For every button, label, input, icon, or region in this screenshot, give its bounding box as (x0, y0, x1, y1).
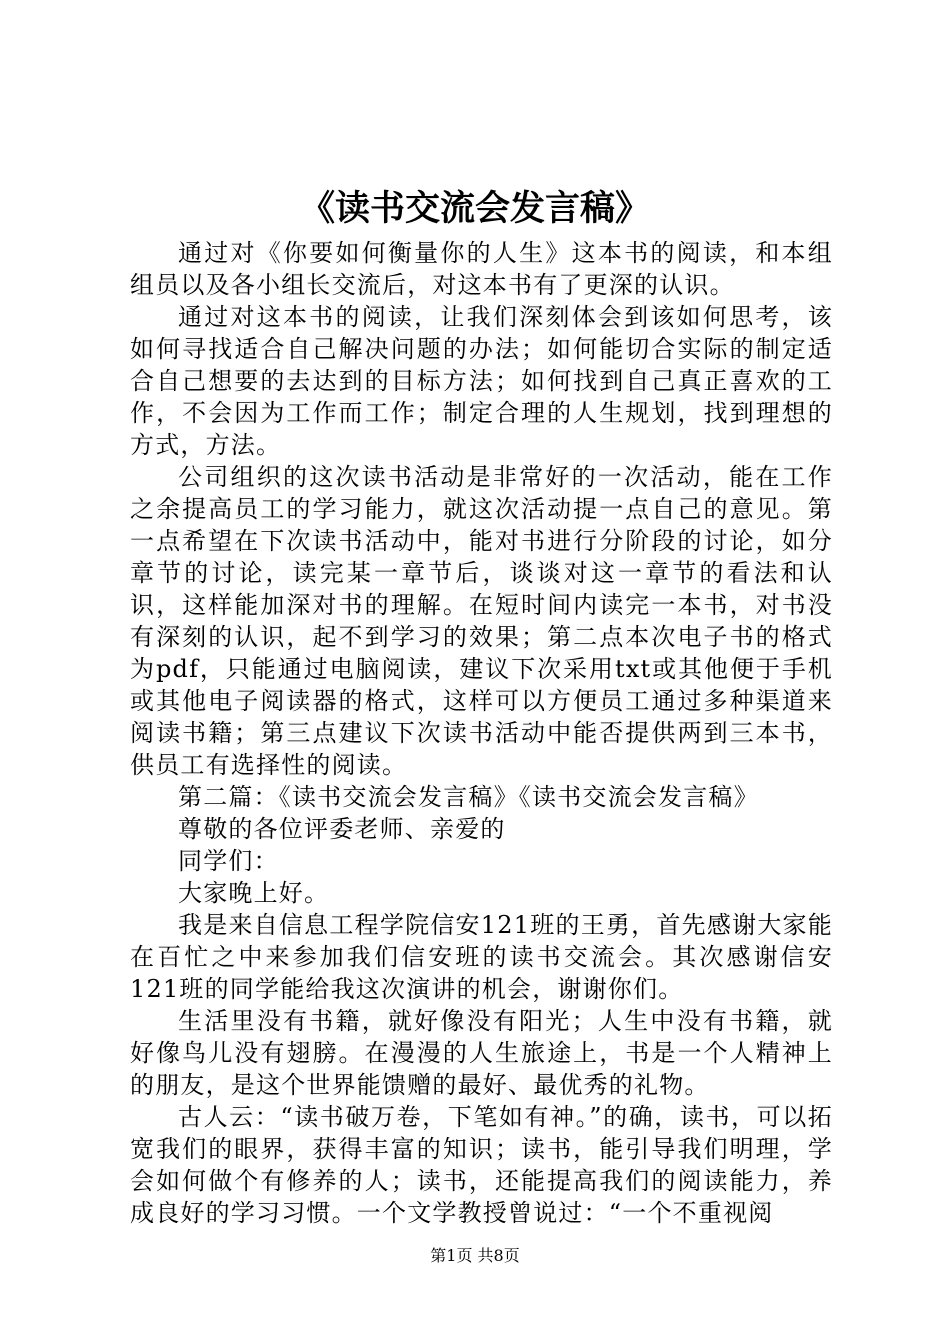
document-title: 《读书交流会发言稿》 (299, 188, 650, 229)
salutation: 同学们： (178, 847, 279, 875)
paragraph: 古人云：“读书破万卷，下笔如有神。”的确，读书，可以拓宽我们的眼界，获得丰富的知识；读书，能引导我们明理，学会如何做个有修养的人；读书，还能提高我们的阅读能力，养成良好的学习习惯。一个文学教授曾说过：“一个不重视阅 (130, 1103, 833, 1227)
paragraph: 通过对《你要如何衡量你的人生》这本书的阅读，和本组组员以及各小组长交流后，对这本书有了更深的认识。 (130, 239, 833, 299)
paragraph: 通过对这本书的阅读，让我们深刻体会到该如何思考，该如何寻找适合自己解决问题的办法；如何能切合实际的制定适合自己想要的去达到的目标方法；如何找到自己真正喜欢的工作，不会因为工作而工作；制定合理的人生规划，找到理想的方式，方法。 (130, 303, 833, 459)
section-heading: 第二篇：《读书交流会发言稿》《读书交流会发言稿》 (178, 783, 759, 811)
greeting: 大家晚上好。 (178, 879, 330, 907)
paragraph: 公司组织的这次读书活动是非常好的一次活动，能在工作之余提高员工的学习能力，就这次活动提一点自己的意见。第一点希望在下次读书活动中，能对书进行分阶段的讨论，如分章节的讨论，读完某一章节后，谈谈对这一章节的看法和认识，这样能加深对书的理解。在短时间内读完一本书，对书没有深刻的认识，起不到学习的效果；第二点本次电子书的格式为pdf，只能通过电脑阅读，建议下次采用txt或其他便于手机或其他电子阅读器的格式，这样可以方便员工通过多种渠道来阅读书籍；第三点建议下次读书活动中能否提供两到三本书，供员工有选择性的阅读。 (130, 463, 833, 779)
paragraph: 生活里没有书籍，就好像没有阳光；人生中没有书籍，就好像鸟儿没有翅膀。在漫漫的人生旅途上，书是一个人精神上的朋友，是这个世界能馈赠的最好、最优秀的礼物。 (130, 1007, 833, 1099)
paragraph: 我是来自信息工程学院信安121班的王勇，首先感谢大家能在百忙之中来参加我们信安班的读书交流会。其次感谢信安121班的同学能给我这次演讲的机会，谢谢你们。 (130, 911, 833, 1003)
document-body (130, 237, 833, 1229)
page-number-footer: 第1页 共8页 (430, 1246, 520, 1265)
salutation: 尊敬的各位评委老师、亲爱的 (178, 815, 506, 843)
